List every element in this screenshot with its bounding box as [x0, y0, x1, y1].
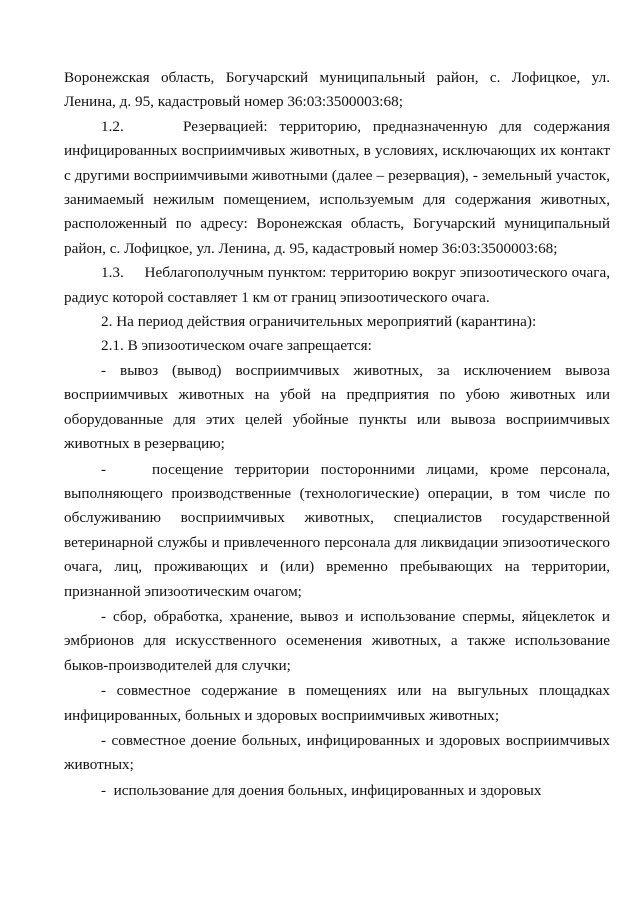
list-item-sperm-embryos: - сбор, обработка, хранение, вывоз и использование спермы, яйцеклеток и эмбрионов для искусственного осеменения животных, а также использование быков-производителей для случки;: [64, 607, 610, 674]
list-item-animal-removal: - вывоз (вывод) восприимчивых животных, за исключением вывоза восприимчивых животных на убой на предприятия по убою животных или оборудованные для этих целей убойные пункты или вывоза восприимчивых животных в резервацию;: [64, 361, 610, 453]
list-item-joint-keeping: - совместное содержание в помещениях или на выгульных площадках инфицированных, больных и здоровых восприимчивых животных;: [64, 682, 610, 724]
paragraph-1-2-reservation: 1.2. Резервацией: территорию, предназначенную для содержания инфицированных восприимчивых животных, в условиях, исключающих их контакт с другими восприимчивыми животными (далее – резервация), - земельный участок, занимаемый нежилым помещением, используемым для содержания животных, расположенный по адресу: Воронежская область, Богучарский муниципальный район, с. Лофицкое, ул. Ленина, д. 95, кадастровый номер 36:03:3500003:68;: [64, 117, 610, 257]
paragraph-1-3-unfavorable-point: 1.3. Неблагополучным пунктом: территорию вокруг эпизоотического очага, радиус которой составляет 1 км от границ эпизоотического очага.: [64, 264, 610, 306]
document-body: [64, 66, 610, 803]
list-item-visiting-territory: - посещение территории посторонними лицами, кроме персонала, выполняющего производственные (технологические) операции, в том числе по обслуживанию восприимчивых животных, специалистов государственной ветеринарной службы и привлеченного персонала для ликвидации эпизоотического очага, лиц, проживающих и (или) временно пребывающих на территории, признанной эпизоотическим очагом;: [64, 460, 610, 600]
paragraph-2-quarantine-period: 2. На период действия ограничительных мероприятий (карантина):: [101, 313, 537, 331]
list-item-joint-milking: - совместное доение больных, инфицированных и здоровых восприимчивых животных;: [64, 731, 610, 774]
list-item-milking-equipment: - использование для доения больных, инфицированных и здоровых: [101, 781, 542, 799]
paragraph-address-continuation: Воронежская область, Богучарский муниципальный район, с. Лофицкое, ул. Ленина, д. 95, кадастровый номер 36:03:3500003:68;: [64, 69, 610, 111]
paragraph-2-1-prohibited: 2.1. В эпизоотическом очаге запрещается:: [101, 337, 372, 355]
